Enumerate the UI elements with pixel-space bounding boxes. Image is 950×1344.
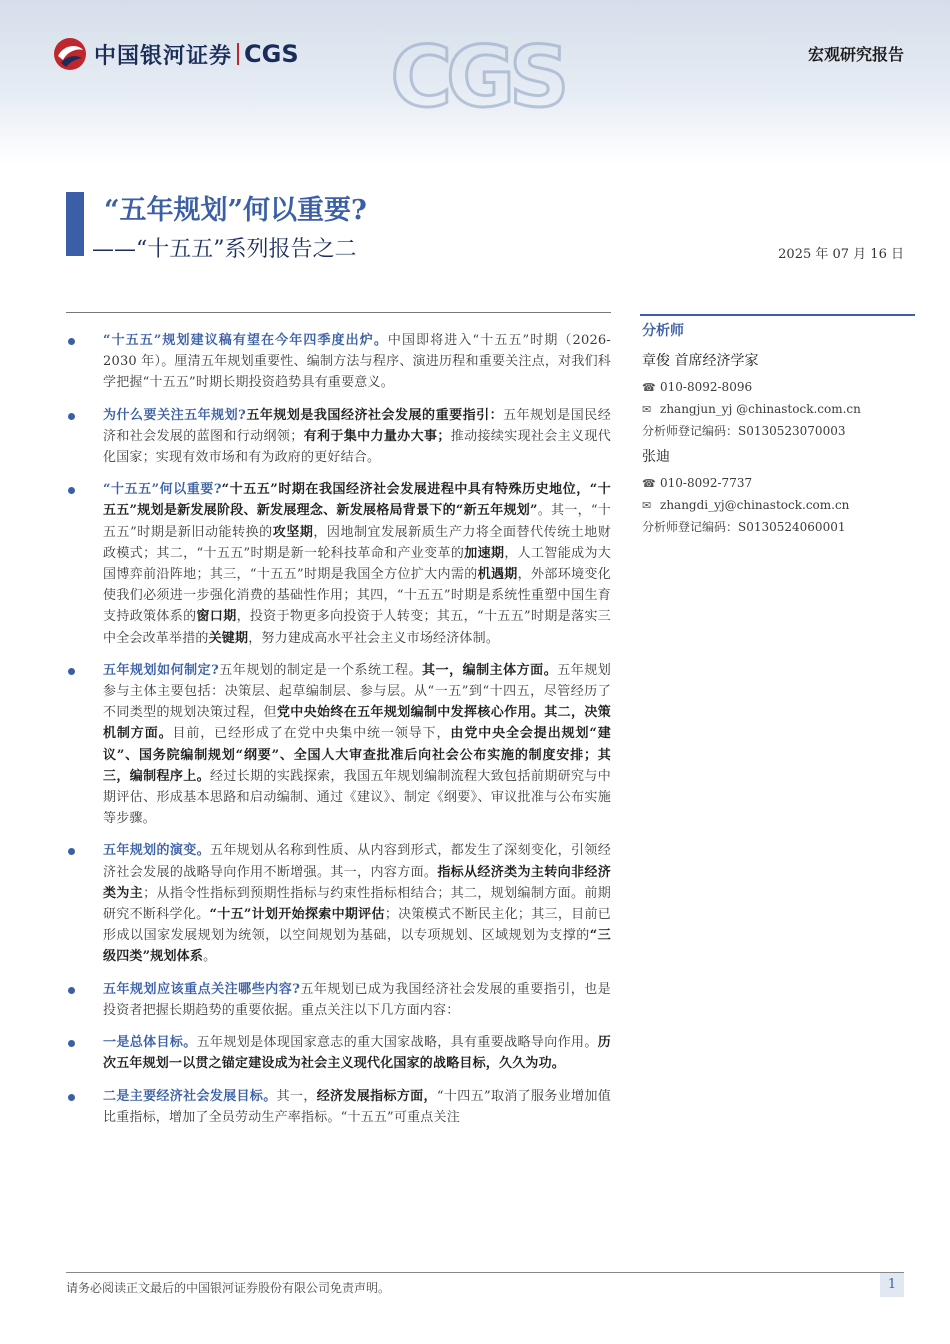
report-type: 宏观研究报告: [807, 45, 904, 64]
summary-top-rule: [66, 312, 611, 313]
analyst-phone: [642, 472, 917, 494]
cgs-watermark: [390, 6, 564, 126]
body-text: 五年规划是体现国家意志的重大国家战略，具有重要战略导向作用。: [196, 1035, 598, 1051]
footer-rule: [66, 1272, 904, 1273]
bold-text: 五年规划是我国经济社会发展的重要指引：: [246, 407, 504, 423]
phone-icon: ☎: [642, 477, 656, 490]
body-text: ，努力建成高水平社会主义市场经济体制。: [248, 630, 500, 646]
email-icon: ✉: [642, 403, 652, 416]
summary-bullet: [66, 330, 611, 394]
analyst-card: [642, 446, 917, 538]
bullet-dot-icon: [68, 668, 75, 675]
email-text[interactable]: zhangdi_yj@chinastock.com.cn: [660, 498, 850, 512]
analyst-panel: [642, 320, 917, 538]
brand-name: 中国银河证券: [94, 43, 233, 69]
body-text: ；从指令性指标到预期性指标与约束性指标相结合；其二，规划编制方面。前期研究不断科学化。: [103, 885, 611, 923]
summary-bullet: [66, 405, 611, 469]
page-subtitle: ——“十五五”系列报告之二: [92, 237, 357, 262]
watermark-text: CGS: [390, 28, 564, 126]
logo-mark-icon: [52, 36, 88, 72]
phone-icon: ☎: [642, 381, 656, 394]
analyst-name: 张迪: [642, 449, 670, 465]
bullet-dot-icon: [68, 487, 75, 494]
bold-text: 窗口期: [196, 609, 237, 625]
bullet-dot-icon: [68, 1094, 75, 1101]
phone-text: 010-8092-8096: [660, 380, 753, 394]
body-text: 目前，已经形成了在党中央集中统一领导下，: [172, 726, 451, 742]
brand-separator: [237, 43, 239, 65]
bullet-heading: “十五五”何以重要?: [103, 482, 222, 498]
analyst-license: 分析师登记编码：S0130524060001: [642, 520, 846, 534]
bullet-heading: 五年规划如何制定?: [103, 662, 219, 678]
body-text: 五年规划从名称到性质、从内容到形式，都发生了深刻变化，引领经济社会发展的战略导向作用不断增强。其一，内容方面。: [103, 843, 611, 880]
bold-text: “三级四类”规划体系: [103, 928, 611, 965]
bullet-heading: 为什么要关注五年规划?: [103, 407, 246, 423]
body-text: ，因地制宜发展新质生产力将全面替代传统土地财政模式；其二，“十五五”时期是新一轮科技革命和产业变革的: [103, 524, 612, 561]
analyst-card: [642, 350, 917, 442]
body-text: 推动接续实现社会主义现代化国家；实现有效市场和有为政府的更好结合。: [103, 428, 611, 466]
body-text: “十四五”取消了服务业增加值比重指标，增加了全员劳动生产率指标。“十五五”可重点关注: [103, 1088, 612, 1125]
report-date: 2025 年 07 月 16 日: [778, 247, 904, 262]
bullet-heading: 五年规划应该重点关注哪些内容?: [103, 981, 301, 997]
bold-text: 历次五年规划一以贯之锚定建设成为社会主义现代化国家的战略目标，久久为功。: [103, 1035, 611, 1072]
bullet-heading: 五年规划的演变。: [103, 843, 210, 859]
bold-text: “十五五”时期在我国经济社会发展进程中具有特殊历史地位，“十五五”规划是新发展阶段、新发展理念、新发展格局背景下的“新五年规划”: [103, 482, 611, 519]
body-text: ，人工智能成为大国博弈前沿阵地；其三，“十五五”时期是我国全方位扩大内需的: [103, 545, 611, 583]
brand-short: CGS: [244, 40, 299, 68]
bullet-heading: “十五五”规划建议稿有望在今年四季度出炉。: [103, 333, 388, 348]
body-text: 其一，: [276, 1088, 317, 1104]
page-title: “五年规划”何以重要?: [104, 195, 367, 226]
summary-list: [66, 330, 611, 1139]
email-text[interactable]: zhangjun_yj @chinastock.com.cn: [660, 402, 861, 416]
body-text: 五年规划是国民经济和社会发展的蓝图和行动纲领；: [103, 407, 611, 444]
analyst-email[interactable]: [642, 494, 917, 516]
body-text: 经过长期的实践探索，我国五年规划编制流程大致包括前期研究与中期评估、形成基本思路和启动编制、通过《建议》、制定《纲要》、审议批准与公布实施等步骤。: [103, 768, 611, 827]
body-text: 五年规划的制定是一个系统工程。: [218, 662, 423, 678]
bold-text: 党中央始终在五年规划编制中发挥核心作用。其二，决策机制方面。: [103, 705, 611, 742]
title-accent-bar: [66, 192, 84, 256]
body-text: 。: [203, 949, 217, 965]
bold-text: 其一，编制主体方面。: [422, 662, 558, 678]
body-text: 。其一，“十五五”时期是新旧动能转换的: [103, 503, 611, 540]
summary-bullet: [66, 979, 611, 1021]
bullet-dot-icon: [68, 338, 75, 345]
body-text: ；决策模式不断民主化；其三，目前已形成以国家发展规划为统领，以空间规划为基础，以专项规划、区域规划为支撑的: [103, 907, 611, 944]
bold-text: 指标从经济类为主转向非经济类为主: [103, 864, 611, 901]
summary-bullet: [66, 840, 611, 967]
brand-logo: [52, 36, 299, 72]
analyst-heading: 分析师: [642, 323, 684, 339]
bullet-heading: 二是主要经济社会发展目标。: [103, 1088, 277, 1104]
footer-disclaimer: 请务必阅读正文最后的中国银河证券股份有限公司免责声明。: [66, 1281, 391, 1295]
page-number: 1: [880, 1273, 904, 1297]
body-text: ，外部环境变化使我们必须进一步强化消费的基础性作用；其四，“十五五”时期是系统性重塑中国生育支持政策体系的: [103, 567, 612, 625]
summary-bullet: [66, 479, 611, 649]
bullet-dot-icon: [68, 987, 75, 994]
bullet-dot-icon: [68, 413, 75, 420]
analyst-name: 章俊 首席经济学家: [642, 353, 759, 369]
bullet-dot-icon: [68, 848, 75, 855]
bold-text: 机遇期: [477, 567, 518, 583]
body-text: 五年规划参与主体主要包括：决策层、起草编制层、参与层。从“一五”到“十四五，尽管经历了不同类型的规划决策过程，但: [103, 662, 611, 721]
bold-text: “十五”计划开始探索中期评估: [209, 907, 385, 923]
body-text: 中国即将进入“十五五”时期（2026-2030 年）。厘清五年规划重要性、编制方法与程序、演进历程和重要关注点，对我们科学把握“十五五”时期长期投资趋势具有重要意义。: [103, 333, 611, 391]
email-icon: ✉: [642, 499, 652, 512]
summary-bullet: [66, 1032, 611, 1074]
analyst-license: 分析师登记编码：S0130523070003: [642, 424, 846, 438]
analyst-email[interactable]: [642, 398, 917, 420]
analyst-top-rule: [640, 314, 915, 316]
bold-text: 攻坚期: [272, 524, 314, 540]
body-text: ，投资于物更多向投资于人转变；其五，“十五五”时期是落实三中全会改革举措的: [103, 609, 612, 646]
analyst-phone: [642, 376, 917, 398]
summary-bullet: [66, 1086, 611, 1128]
bold-text: 由党中央全会提出规划“建议”、国务院编制规划“纲要”、全国人大审查批准后向社会公布实施的制度安排；其三，编制程序上。: [103, 726, 611, 784]
body-text: 五年规划已成为我国经济社会发展的重要指引，也是投资者把握长期趋势的重要依据。重点关注以下几方面内容：: [103, 981, 611, 1018]
bullet-heading: 一是总体目标。: [103, 1035, 197, 1051]
phone-text: 010-8092-7737: [660, 476, 753, 490]
bold-text: 有利于集中力量办大事；: [303, 428, 451, 444]
bullet-dot-icon: [68, 1040, 75, 1047]
summary-bullet: [66, 660, 611, 830]
bold-text: 经济发展指标方面，: [316, 1088, 437, 1104]
bold-text: 关键期: [208, 630, 249, 646]
bold-text: 加速期: [464, 545, 505, 561]
